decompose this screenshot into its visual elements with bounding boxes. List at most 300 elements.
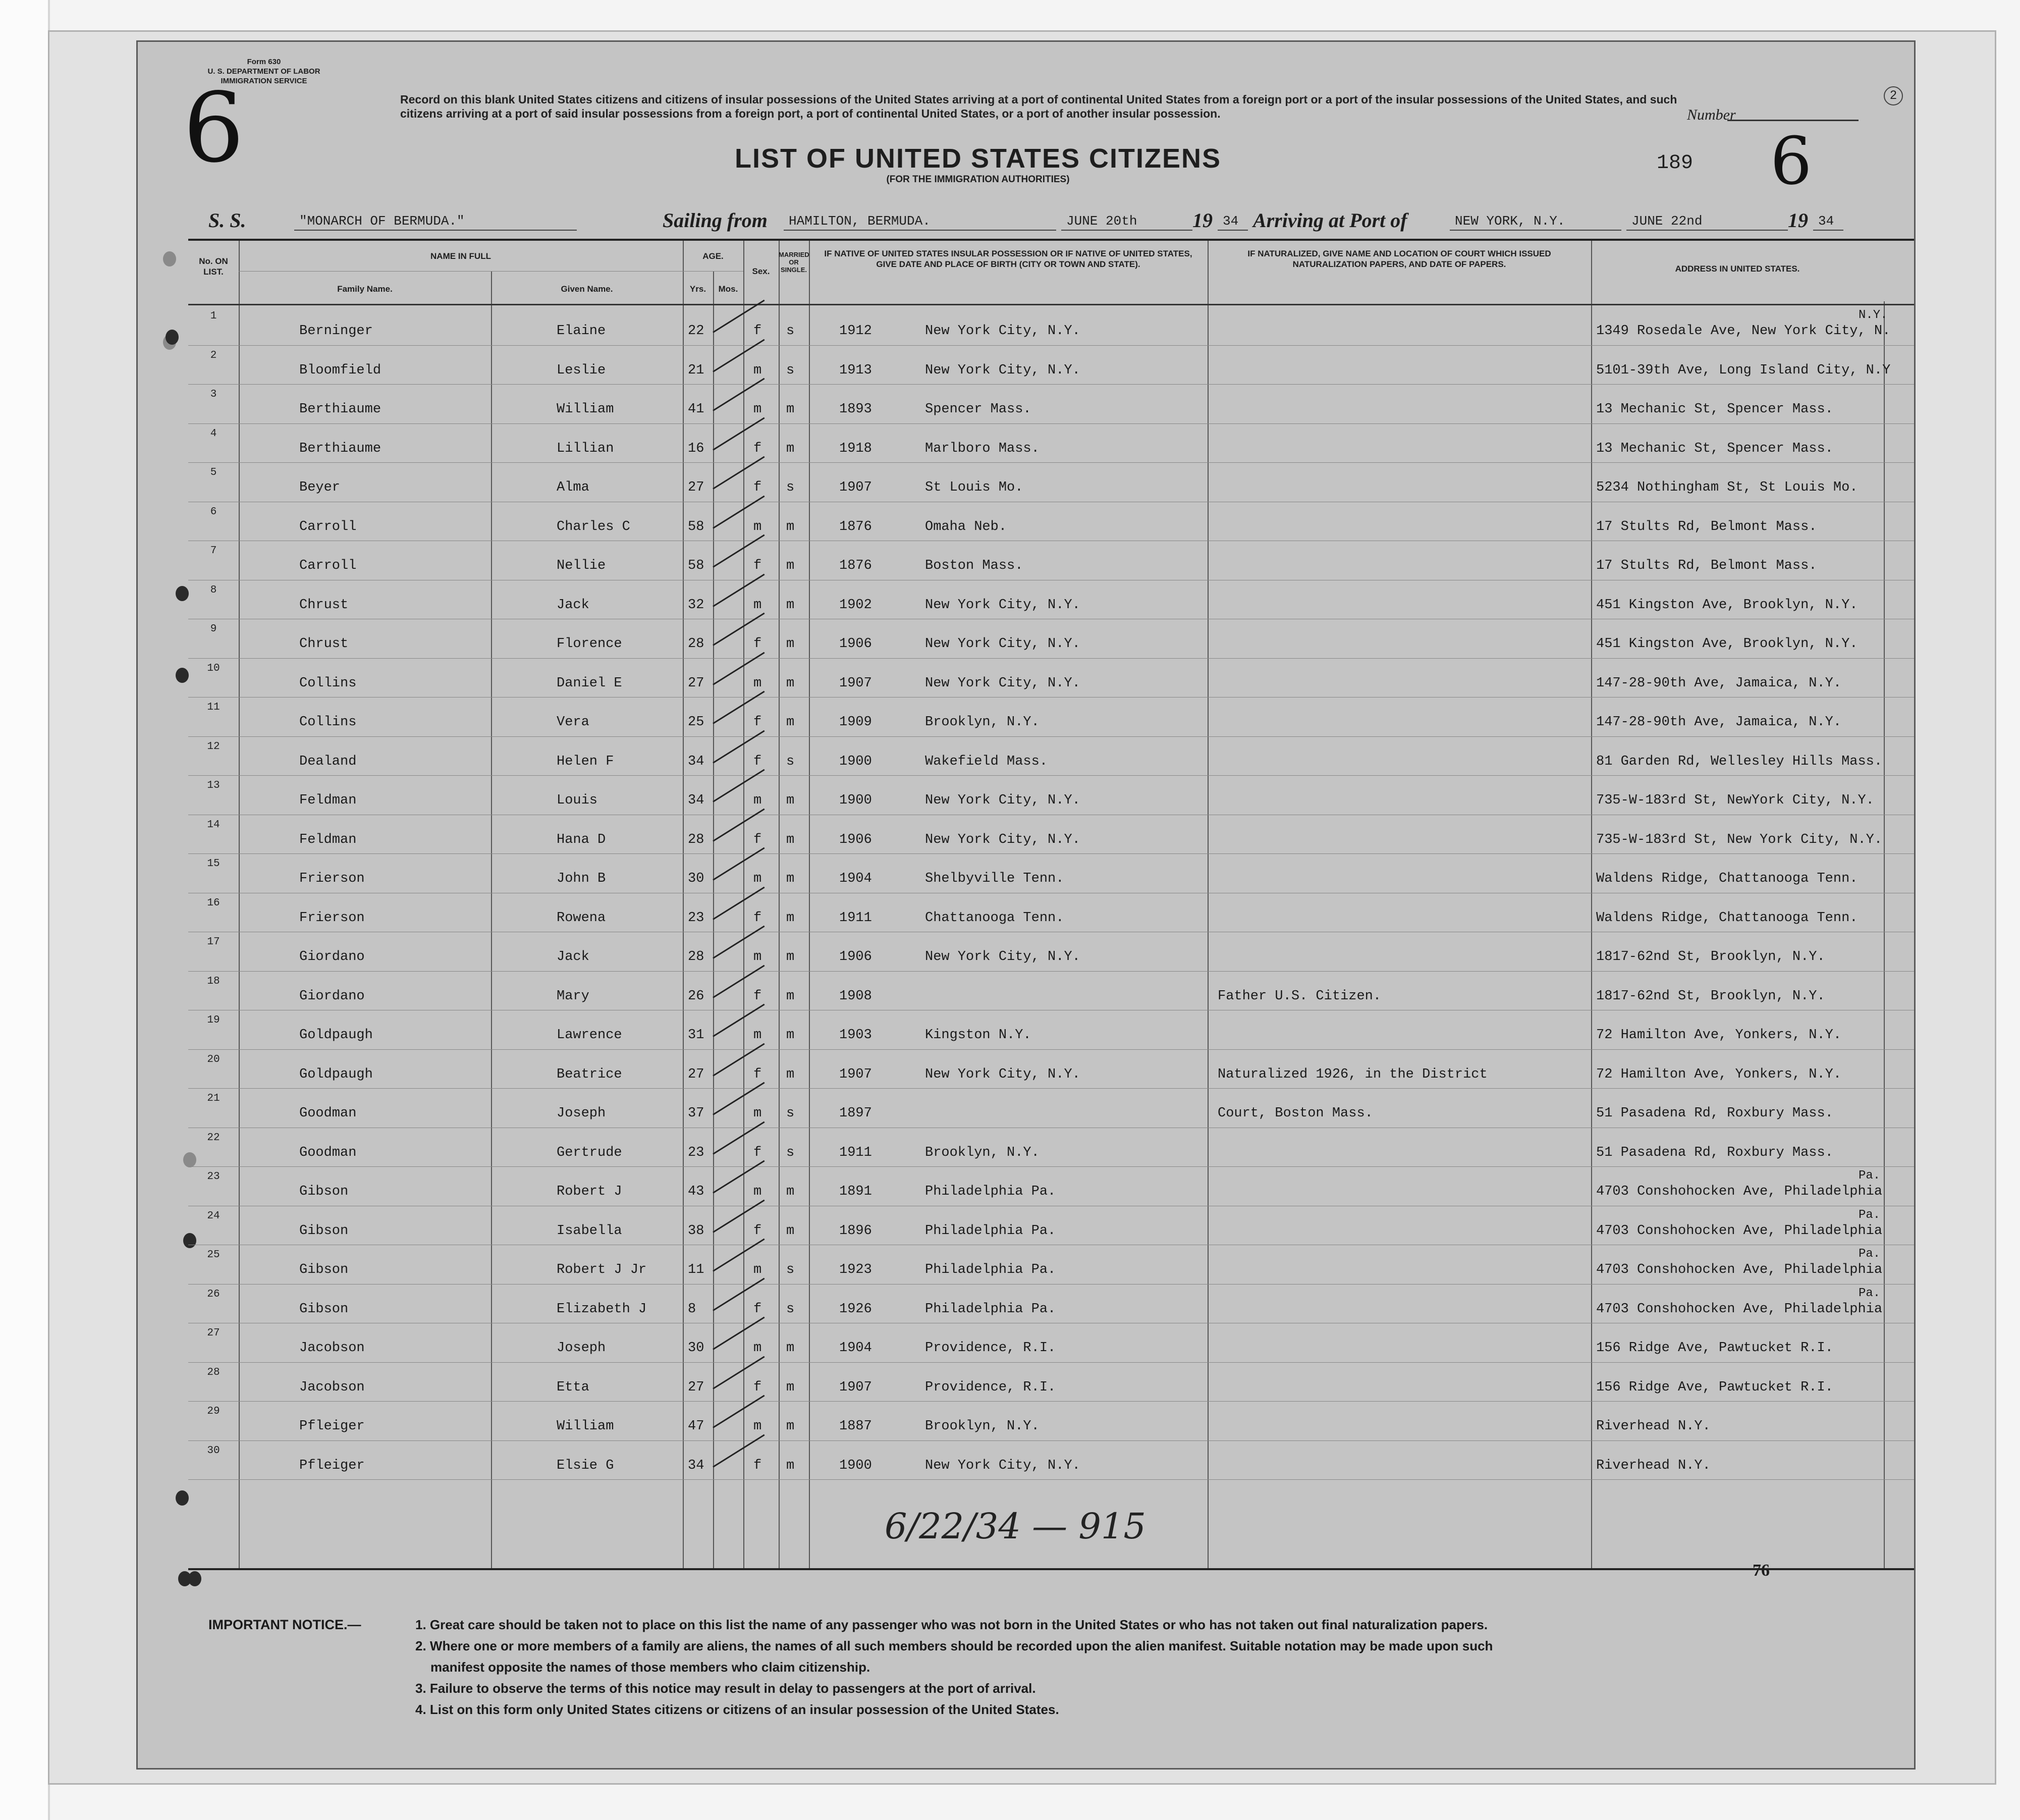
row-number: 19 bbox=[207, 1014, 220, 1026]
header-family-name: Family Name. bbox=[337, 284, 393, 294]
address-cell: 51 Pasadena Rd, Roxbury Mass. bbox=[1596, 1145, 1833, 1160]
birth-year-cell: 1900 bbox=[839, 754, 872, 769]
address-cell: 156 Ridge Ave, Pawtucket R.I. bbox=[1596, 1341, 1833, 1356]
birth-place-cell: Brooklyn, N.Y. bbox=[925, 715, 1040, 730]
passenger-table bbox=[188, 239, 1916, 1570]
header-divider bbox=[239, 271, 743, 272]
age-cell: 43 bbox=[688, 1184, 704, 1199]
row-number: 23 bbox=[207, 1171, 220, 1183]
given-name-cell: Charles C bbox=[557, 519, 630, 534]
birth-year-cell: 1900 bbox=[839, 1458, 872, 1473]
address-cell: 156 Ridge Ave, Pawtucket R.I. bbox=[1596, 1379, 1833, 1395]
age-cell: 38 bbox=[688, 1223, 704, 1239]
address-cell: 4703 Conshohocken Ave, Philadelphia bbox=[1596, 1184, 1883, 1199]
family-name-cell: Chrust bbox=[299, 597, 349, 613]
sex-cell: m bbox=[753, 597, 762, 613]
family-name-cell: Goodman bbox=[299, 1145, 357, 1160]
number-label: Number bbox=[1687, 106, 1736, 123]
age-cell: 31 bbox=[688, 1028, 704, 1043]
birth-place-cell: New York City, N.Y. bbox=[925, 793, 1080, 808]
family-name-cell: Berninger bbox=[299, 324, 373, 339]
header-given-name: Given Name. bbox=[561, 284, 613, 294]
row-number: 22 bbox=[207, 1132, 220, 1144]
age-cell: 30 bbox=[688, 871, 704, 886]
row-number: 21 bbox=[207, 1093, 220, 1104]
table-row bbox=[188, 502, 1916, 542]
birth-place-cell: Omaha Neb. bbox=[925, 519, 1007, 534]
birth-place-cell: New York City, N.Y. bbox=[925, 675, 1080, 691]
notice-item: 2. Where one or more members of a family are aliens, the names of all such members should be recorded upon the alien manifest. Suitable notation may be made upon such bbox=[415, 1638, 1493, 1653]
family-name-cell: Berthiaume bbox=[299, 441, 381, 456]
number-underline bbox=[1727, 120, 1859, 121]
address-cell: 81 Garden Rd, Wellesley Hills Mass. bbox=[1596, 754, 1883, 769]
row-number: 14 bbox=[207, 819, 220, 831]
binder-hole bbox=[176, 586, 189, 601]
given-name-cell: Elaine bbox=[557, 324, 606, 339]
table-row bbox=[188, 424, 1916, 463]
row-number: 4 bbox=[210, 427, 217, 440]
given-name-cell: Leslie bbox=[557, 362, 606, 378]
family-name-cell: Chrust bbox=[299, 636, 349, 652]
given-name-cell: Joseph bbox=[557, 1106, 606, 1121]
row-number: 13 bbox=[207, 780, 220, 791]
sex-cell: f bbox=[753, 636, 762, 652]
address-cell: 13 Mechanic St, Spencer Mass. bbox=[1596, 402, 1833, 417]
table-row bbox=[188, 972, 1916, 1011]
table-row bbox=[188, 1284, 1916, 1324]
age-cell: 25 bbox=[688, 715, 704, 730]
sex-cell: f bbox=[753, 1458, 762, 1473]
family-name-cell: Goldpaugh bbox=[299, 1028, 373, 1043]
birth-year-cell: 1906 bbox=[839, 636, 872, 652]
table-row bbox=[188, 385, 1916, 424]
age-cell: 8 bbox=[688, 1301, 696, 1317]
birth-place-cell: Philadelphia Pa. bbox=[925, 1301, 1056, 1317]
birth-year-cell: 1897 bbox=[839, 1106, 872, 1121]
sex-cell: f bbox=[753, 1066, 762, 1082]
family-name-cell: Collins bbox=[299, 715, 357, 730]
age-cell: 58 bbox=[688, 558, 704, 573]
given-name-cell: Rowena bbox=[557, 910, 606, 926]
marital-status-cell: m bbox=[786, 715, 795, 730]
table-row bbox=[188, 932, 1916, 972]
sex-cell: f bbox=[753, 1223, 762, 1239]
family-name-cell: Giordano bbox=[299, 949, 365, 965]
sex-cell: f bbox=[753, 1145, 762, 1160]
corner-mark: 2 bbox=[1884, 86, 1903, 105]
birth-year-cell: 1906 bbox=[839, 832, 872, 847]
table-row bbox=[188, 854, 1916, 893]
scan-margin-left bbox=[0, 0, 50, 1820]
birth-year-cell: 1918 bbox=[839, 441, 872, 456]
sex-cell: f bbox=[753, 558, 762, 573]
row-number: 27 bbox=[207, 1327, 220, 1339]
address-cell: 451 Kingston Ave, Brooklyn, N.Y. bbox=[1596, 636, 1858, 652]
birth-place-cell: Philadelphia Pa. bbox=[925, 1184, 1056, 1199]
marital-status-cell: s bbox=[786, 754, 795, 769]
birth-place-cell: Brooklyn, N.Y. bbox=[925, 1419, 1040, 1434]
margin-mark: 6 bbox=[183, 72, 244, 184]
given-name-cell: Elsie G bbox=[557, 1458, 614, 1473]
birth-year-cell: 1904 bbox=[839, 1341, 872, 1356]
age-cell: 32 bbox=[688, 597, 704, 613]
header-naturalized: IF NATURALIZED, GIVE NAME AND LOCATION OF COURT WHICH ISSUED NATURALIZATION PAPERS, AND DATE OF PAPERS. bbox=[1247, 249, 1551, 269]
marital-status-cell: s bbox=[786, 1145, 795, 1160]
given-name-cell: Lawrence bbox=[557, 1028, 622, 1043]
header-no-on-list: No. ON LIST. bbox=[199, 256, 228, 277]
given-name-cell: Etta bbox=[557, 1379, 589, 1395]
given-name-cell: William bbox=[557, 1419, 614, 1434]
sex-cell: f bbox=[753, 1301, 762, 1317]
address-cell: 72 Hamilton Ave, Yonkers, N.Y. bbox=[1596, 1028, 1842, 1043]
birth-place-cell: New York City, N.Y. bbox=[925, 324, 1080, 339]
age-cell: 41 bbox=[688, 402, 704, 417]
row-number: 24 bbox=[207, 1210, 220, 1222]
age-cell: 58 bbox=[688, 519, 704, 534]
given-name-cell: Daniel E bbox=[557, 675, 622, 691]
age-cell: 28 bbox=[688, 832, 704, 847]
family-name-cell: Jacobson bbox=[299, 1341, 365, 1356]
family-name-cell: Carroll bbox=[299, 519, 357, 534]
row-number: 11 bbox=[207, 702, 220, 713]
birth-year-cell: 1891 bbox=[839, 1184, 872, 1199]
given-name-cell: Joseph bbox=[557, 1341, 606, 1356]
birth-year-cell: 1907 bbox=[839, 1066, 872, 1082]
arriving-label: Arriving at Port of bbox=[1253, 209, 1407, 232]
family-name-cell: Goodman bbox=[299, 1106, 357, 1121]
header-address: ADDRESS IN UNITED STATES. bbox=[1675, 264, 1800, 274]
birth-year-cell: 1923 bbox=[839, 1262, 872, 1277]
address-cell: 51 Pasadena Rd, Roxbury Mass. bbox=[1596, 1106, 1833, 1121]
age-cell: 34 bbox=[688, 754, 704, 769]
sex-cell: m bbox=[753, 949, 762, 965]
address-cell: 735-W-183rd St, NewYork City, N.Y. bbox=[1596, 793, 1874, 808]
header-sex: Sex. bbox=[752, 266, 770, 276]
stamp-number: 189 bbox=[1657, 152, 1694, 175]
row-number: 12 bbox=[207, 740, 220, 753]
binder-hole bbox=[163, 251, 176, 266]
age-cell: 27 bbox=[688, 480, 704, 495]
given-name-cell: Alma bbox=[557, 480, 589, 495]
sex-cell: f bbox=[753, 441, 762, 456]
birth-place-cell: Providence, R.I. bbox=[925, 1341, 1056, 1356]
family-name-cell: Gibson bbox=[299, 1223, 349, 1239]
row-number: 6 bbox=[210, 506, 217, 518]
sex-cell: f bbox=[753, 910, 762, 926]
table-row bbox=[188, 659, 1916, 698]
address-cell: Riverhead N.Y. bbox=[1596, 1419, 1711, 1434]
given-name-cell: Jack bbox=[557, 949, 589, 965]
table-row bbox=[188, 1323, 1916, 1363]
list-number: 6 bbox=[1770, 123, 1812, 199]
address-state-cell: N.Y. bbox=[1859, 308, 1888, 322]
given-name-cell: John B bbox=[557, 871, 606, 886]
notice-item: 3. Failure to observe the terms of this notice may result in delay to passengers at the port of arrival. bbox=[415, 1681, 1036, 1696]
family-name-cell: Beyer bbox=[299, 480, 341, 495]
table-row bbox=[188, 698, 1916, 737]
sex-cell: f bbox=[753, 988, 762, 1004]
arrival-year: 34 bbox=[1813, 213, 1843, 231]
marital-status-cell: m bbox=[786, 441, 795, 456]
voyage-details bbox=[198, 203, 1879, 234]
sex-cell: f bbox=[753, 324, 762, 339]
address-state-cell: Pa. bbox=[1859, 1169, 1881, 1183]
given-name-cell: Florence bbox=[557, 636, 622, 652]
birth-place-cell: New York City, N.Y. bbox=[925, 597, 1080, 613]
birth-year-cell: 1907 bbox=[839, 675, 872, 691]
birth-place-cell: Providence, R.I. bbox=[925, 1379, 1056, 1395]
family-name-cell: Pfleiger bbox=[299, 1458, 365, 1473]
marital-status-cell: s bbox=[786, 1262, 795, 1277]
marital-status-cell: m bbox=[786, 832, 795, 847]
marital-status-cell: s bbox=[786, 324, 795, 339]
marital-status-cell: m bbox=[786, 675, 795, 691]
address-state-cell: Pa. bbox=[1859, 1208, 1881, 1222]
age-cell: 28 bbox=[688, 636, 704, 652]
marital-status-cell: m bbox=[786, 1341, 795, 1356]
header-name-in-full: NAME IN FULL bbox=[430, 251, 491, 261]
age-cell: 23 bbox=[688, 1145, 704, 1160]
arrival-date: JUNE 22nd bbox=[1626, 213, 1788, 231]
birth-year-cell: 1909 bbox=[839, 715, 872, 730]
birth-year-cell: 1907 bbox=[839, 1379, 872, 1395]
birth-place-cell: Philadelphia Pa. bbox=[925, 1262, 1056, 1277]
sex-cell: m bbox=[753, 871, 762, 886]
table-row bbox=[188, 463, 1916, 502]
sex-cell: m bbox=[753, 1106, 762, 1121]
sex-cell: m bbox=[753, 402, 762, 417]
birth-place-cell: Kingston N.Y. bbox=[925, 1028, 1031, 1043]
family-name-cell: Gibson bbox=[299, 1184, 349, 1199]
given-name-cell: Louis bbox=[557, 793, 598, 808]
table-row bbox=[188, 1010, 1916, 1050]
birth-place-cell: Wakefield Mass. bbox=[925, 754, 1048, 769]
birth-place-cell: New York City, N.Y. bbox=[925, 832, 1080, 847]
birth-year-cell: 1926 bbox=[839, 1301, 872, 1317]
marital-status-cell: m bbox=[786, 402, 795, 417]
marital-status-cell: s bbox=[786, 1106, 795, 1121]
address-cell: 735-W-183rd St, New York City, N.Y. bbox=[1596, 832, 1883, 847]
table-row bbox=[188, 1128, 1916, 1167]
sailing-label: Sailing from bbox=[663, 209, 768, 232]
marital-status-cell: m bbox=[786, 1223, 795, 1239]
sex-cell: m bbox=[753, 519, 762, 534]
birth-place-cell: St Louis Mo. bbox=[925, 480, 1023, 495]
address-cell: 1349 Rosedale Ave, New York City, N. bbox=[1596, 324, 1891, 339]
ship-name: "MONARCH OF BERMUDA." bbox=[294, 213, 577, 231]
family-name-cell: Carroll bbox=[299, 558, 357, 573]
sex-cell: f bbox=[753, 754, 762, 769]
header-divider bbox=[188, 304, 1916, 305]
row-number: 17 bbox=[207, 936, 220, 948]
birth-year-cell: 1900 bbox=[839, 793, 872, 808]
row-number: 10 bbox=[207, 662, 220, 674]
birth-year-cell: 1893 bbox=[839, 402, 872, 417]
birth-place-cell: New York City, N.Y. bbox=[925, 362, 1080, 378]
header-months: Mos. bbox=[718, 284, 738, 294]
page-number: 76 bbox=[1753, 1561, 1770, 1580]
age-cell: 47 bbox=[688, 1419, 704, 1434]
form-number: Form 630 bbox=[247, 58, 281, 66]
row-number: 28 bbox=[207, 1366, 220, 1378]
table-row bbox=[188, 1050, 1916, 1089]
row-number: 30 bbox=[207, 1444, 220, 1457]
given-name-cell: Elizabeth J bbox=[557, 1301, 647, 1317]
marital-status-cell: m bbox=[786, 949, 795, 965]
birth-place-cell: Marlboro Mass. bbox=[925, 441, 1040, 456]
naturalization-cell: Father U.S. Citizen. bbox=[1218, 988, 1382, 1004]
age-cell: 22 bbox=[688, 324, 704, 339]
birth-year-cell: 1908 bbox=[839, 988, 872, 1004]
age-cell: 28 bbox=[688, 949, 704, 965]
family-name-cell: Gibson bbox=[299, 1301, 349, 1317]
birth-year-cell: 1887 bbox=[839, 1419, 872, 1434]
birth-place-cell: Shelbyville Tenn. bbox=[925, 871, 1064, 886]
binder-hole bbox=[166, 330, 179, 345]
birth-year-cell: 1904 bbox=[839, 871, 872, 886]
address-cell: 451 Kingston Ave, Brooklyn, N.Y. bbox=[1596, 597, 1858, 613]
address-cell: 72 Hamilton Ave, Yonkers, N.Y. bbox=[1596, 1066, 1842, 1082]
given-name-cell: Jack bbox=[557, 597, 589, 613]
sex-cell: f bbox=[753, 480, 762, 495]
table-row bbox=[188, 1245, 1916, 1284]
birth-year-cell: 1896 bbox=[839, 1223, 872, 1239]
family-name-cell: Feldman bbox=[299, 832, 357, 847]
family-name-cell: Goldpaugh bbox=[299, 1066, 373, 1082]
age-cell: 16 bbox=[688, 441, 704, 456]
family-name-cell: Collins bbox=[299, 675, 357, 691]
table-row bbox=[188, 1167, 1916, 1206]
birth-place-cell: New York City, N.Y. bbox=[925, 636, 1080, 652]
given-name-cell: William bbox=[557, 402, 614, 417]
given-name-cell: Gertrude bbox=[557, 1145, 622, 1160]
given-name-cell: Nellie bbox=[557, 558, 606, 573]
birth-place-cell: New York City, N.Y. bbox=[925, 1458, 1080, 1473]
birth-year-cell: 1913 bbox=[839, 362, 872, 378]
family-name-cell: Dealand bbox=[299, 754, 357, 769]
row-number: 1 bbox=[210, 310, 217, 322]
marital-status-cell: m bbox=[786, 1419, 795, 1434]
address-cell: 4703 Conshohocken Ave, Philadelphia bbox=[1596, 1301, 1883, 1317]
age-cell: 27 bbox=[688, 1379, 704, 1395]
address-cell: Waldens Ridge, Chattanooga Tenn. bbox=[1596, 871, 1858, 886]
birth-year-cell: 1912 bbox=[839, 324, 872, 339]
birth-year-cell: 1911 bbox=[839, 910, 872, 926]
marital-status-cell: m bbox=[786, 1066, 795, 1082]
age-cell: 27 bbox=[688, 1066, 704, 1082]
marital-status-cell: s bbox=[786, 480, 795, 495]
address-cell: 4703 Conshohocken Ave, Philadelphia bbox=[1596, 1223, 1883, 1239]
given-name-cell: Helen F bbox=[557, 754, 614, 769]
family-name-cell: Berthiaume bbox=[299, 402, 381, 417]
ss-label: S. S. bbox=[208, 209, 246, 232]
row-number: 15 bbox=[207, 858, 220, 870]
departure-year-prefix: 19 bbox=[1192, 209, 1213, 232]
header-married-single: MARRIED OR SINGLE. bbox=[779, 251, 809, 274]
marital-status-cell: m bbox=[786, 597, 795, 613]
family-name-cell: Feldman bbox=[299, 793, 357, 808]
binder-hole bbox=[176, 668, 189, 683]
given-name-cell: Hana D bbox=[557, 832, 606, 847]
departure-year: 34 bbox=[1218, 213, 1248, 231]
binder-hole bbox=[176, 1490, 189, 1506]
row-number: 20 bbox=[207, 1053, 220, 1065]
given-name-cell: Mary bbox=[557, 988, 589, 1004]
family-name-cell: Gibson bbox=[299, 1262, 349, 1277]
header-age: AGE. bbox=[702, 251, 724, 261]
table-row bbox=[188, 1363, 1916, 1402]
table-row bbox=[188, 306, 1916, 346]
sailing-from: HAMILTON, BERMUDA. bbox=[784, 213, 1056, 231]
sex-cell: m bbox=[753, 1028, 762, 1043]
arrival-year-prefix: 19 bbox=[1788, 209, 1808, 232]
age-cell: 11 bbox=[688, 1262, 704, 1277]
age-cell: 27 bbox=[688, 675, 704, 691]
table-row bbox=[188, 737, 1916, 776]
address-state-cell: Pa. bbox=[1859, 1247, 1881, 1261]
row-number: 3 bbox=[210, 389, 217, 400]
service-name: IMMIGRATION SERVICE bbox=[221, 77, 307, 85]
marital-status-cell: m bbox=[786, 1028, 795, 1043]
table-row bbox=[188, 619, 1916, 659]
birth-year-cell: 1876 bbox=[839, 558, 872, 573]
age-cell: 34 bbox=[688, 1458, 704, 1473]
row-number: 18 bbox=[207, 975, 220, 987]
age-cell: 21 bbox=[688, 362, 704, 378]
birth-place-cell: New York City, N.Y. bbox=[925, 1066, 1080, 1082]
birth-place-cell: Spencer Mass. bbox=[925, 402, 1031, 417]
marital-status-cell: m bbox=[786, 988, 795, 1004]
row-divider bbox=[188, 1479, 1916, 1480]
table-row bbox=[188, 1206, 1916, 1246]
sex-cell: m bbox=[753, 675, 762, 691]
table-row bbox=[188, 541, 1916, 580]
birth-place-cell: Philadelphia Pa. bbox=[925, 1223, 1056, 1239]
header-birth: IF NATIVE OF UNITED STATES INSULAR POSSESSION OR IF NATIVE OF UNITED STATES, GIVE DATE AND PLACE OF BIRTH (CITY OR TOWN AND STATE). bbox=[824, 249, 1192, 269]
sex-cell: f bbox=[753, 715, 762, 730]
marital-status-cell: m bbox=[786, 1184, 795, 1199]
marital-status-cell: m bbox=[786, 1379, 795, 1395]
notice-item: 4. List on this form only United States citizens or citizens of an insular possession of the United States. bbox=[415, 1702, 1059, 1717]
birth-year-cell: 1906 bbox=[839, 949, 872, 965]
birth-place-cell: Brooklyn, N.Y. bbox=[925, 1145, 1040, 1160]
row-number: 9 bbox=[210, 623, 217, 635]
family-name-cell: Frierson bbox=[299, 871, 365, 886]
given-name-cell: Robert J bbox=[557, 1184, 622, 1199]
family-name-cell: Pfleiger bbox=[299, 1419, 365, 1434]
age-cell: 34 bbox=[688, 793, 704, 808]
marital-status-cell: m bbox=[786, 636, 795, 652]
page-subtitle: (FOR THE IMMIGRATION AUTHORITIES) bbox=[886, 174, 1070, 185]
table-row bbox=[188, 1402, 1916, 1441]
notice-item: manifest opposite the names of those members who claim citizenship. bbox=[430, 1660, 870, 1675]
birth-place-cell: Chattanooga Tenn. bbox=[925, 910, 1064, 926]
birth-year-cell: 1903 bbox=[839, 1028, 872, 1043]
sex-cell: f bbox=[753, 832, 762, 847]
address-cell: 17 Stults Rd, Belmont Mass. bbox=[1596, 519, 1817, 534]
address-state-cell: Pa. bbox=[1859, 1286, 1881, 1300]
marital-status-cell: m bbox=[786, 871, 795, 886]
naturalization-cell: Naturalized 1926, in the District bbox=[1218, 1066, 1488, 1082]
row-number: 2 bbox=[210, 349, 217, 361]
birth-year-cell: 1911 bbox=[839, 1145, 872, 1160]
marital-status-cell: s bbox=[786, 1301, 795, 1317]
sex-cell: m bbox=[753, 1341, 762, 1356]
table-row bbox=[188, 1441, 1916, 1480]
table-row bbox=[188, 815, 1916, 854]
sex-cell: m bbox=[753, 793, 762, 808]
birth-year-cell: 1876 bbox=[839, 519, 872, 534]
